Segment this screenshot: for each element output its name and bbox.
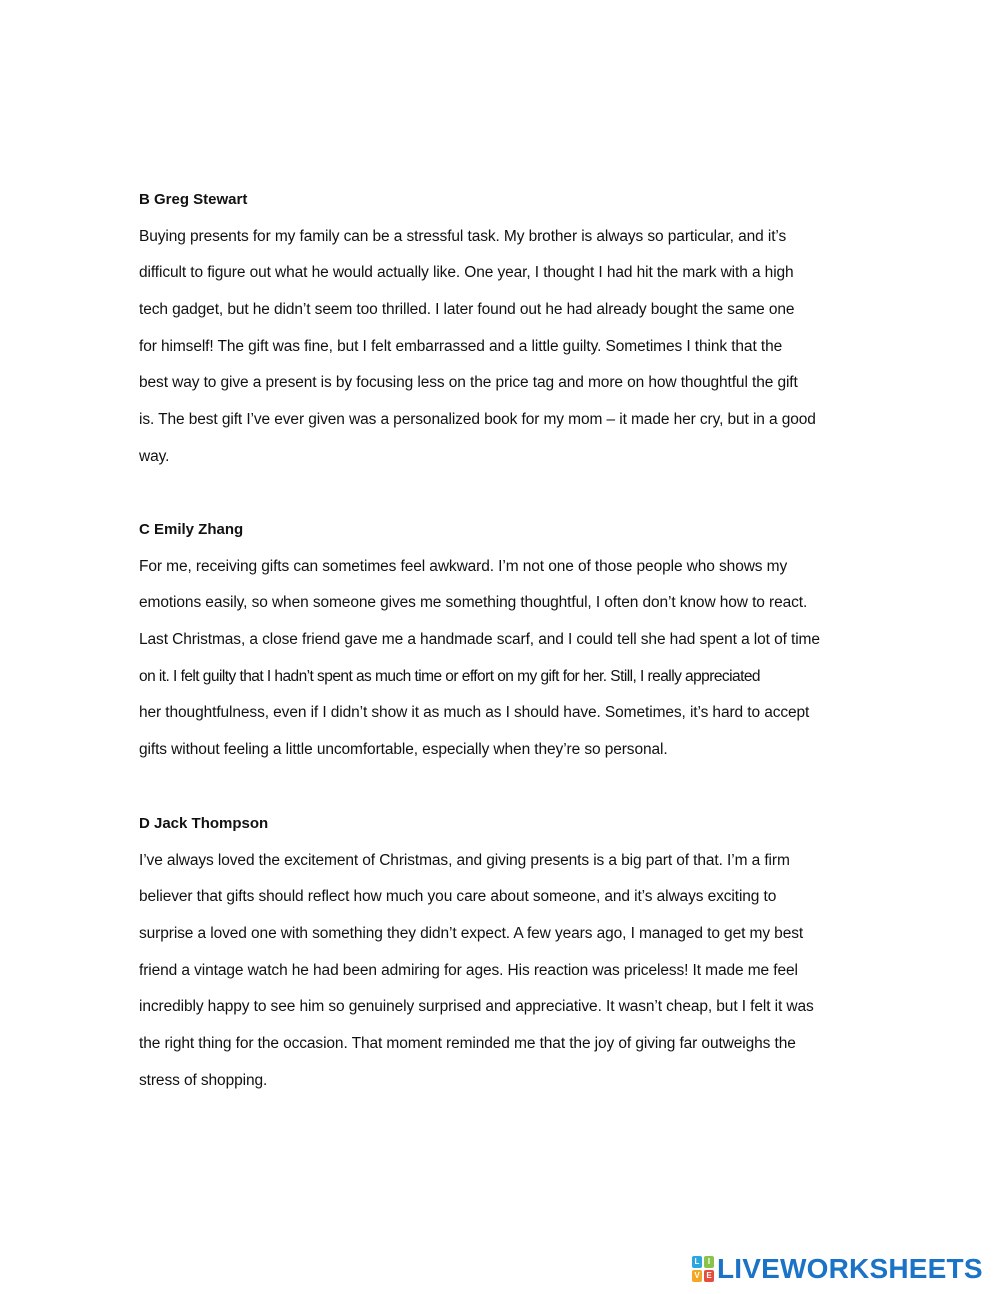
paragraph-line: gifts without feeling a little uncomfortable, especially when they’re so personal. bbox=[139, 741, 668, 759]
liveworksheets-logo-icon: L I V E bbox=[692, 1256, 714, 1282]
paragraph-line: For me, receiving gifts can sometimes feel awkward. I’m not one of those people who shows my bbox=[139, 557, 788, 575]
paragraph-line: difficult to figure out what he would actually like. One year, I thought I had hit the mark with a high bbox=[139, 264, 794, 282]
logo-text: LIVEWORKSHEETS bbox=[717, 1253, 983, 1284]
section-emily-zhang bbox=[139, 512, 867, 769]
paragraph-line: Buying presents for my family can be a stressful task. My brother is always so particular, and it’s bbox=[139, 227, 787, 245]
speaker-name: B Greg Stewart bbox=[139, 191, 248, 208]
paragraph-line: stress of shopping. bbox=[139, 1071, 268, 1089]
liveworksheets-logo bbox=[692, 1254, 983, 1284]
speaker-name: D Jack Thompson bbox=[139, 815, 269, 832]
paragraph-line: her thoughtfulness, even if I didn’t show it as much as I should have. Sometimes, it’s hard to accept bbox=[139, 704, 810, 722]
paragraph-line: surprise a loved one with something they didn’t expect. A few years ago, I managed to get my best bbox=[139, 925, 804, 943]
paragraph-line: incredibly happy to see him so genuinely surprised and appreciative. It wasn’t cheap, but I felt it was bbox=[139, 998, 814, 1016]
paragraph-line: tech gadget, but he didn’t seem too thrilled. I later found out he had already bought the same one bbox=[139, 301, 795, 319]
section-jack-thompson bbox=[139, 806, 867, 1100]
section-greg-stewart bbox=[139, 182, 867, 476]
paragraph-line: Last Christmas, a close friend gave me a handmade scarf, and I could tell she had spent a lot of time bbox=[139, 631, 820, 649]
paragraph-line: way. bbox=[139, 447, 170, 465]
paragraph-line: is. The best gift I’ve ever given was a personalized book for my mom – it made her cry, but in a good bbox=[139, 411, 816, 429]
paragraph-line: friend a vintage watch he had been admiring for ages. His reaction was priceless! It made me feel bbox=[139, 961, 798, 979]
paragraph-line: on it. I felt guilty that I hadn’t spent as much time or effort on my gift for her. Still, I really appreciated bbox=[139, 667, 760, 685]
speaker-name: C Emily Zhang bbox=[139, 521, 244, 538]
paragraph-line: best way to give a present is by focusing less on the price tag and more on how thoughtful the gift bbox=[139, 374, 798, 392]
paragraph-line: for himself! The gift was fine, but I felt embarrassed and a little guilty. Sometimes I think that the bbox=[139, 337, 783, 355]
paragraph-line: believer that gifts should reflect how much you care about someone, and it’s always exciting to bbox=[139, 888, 777, 906]
paragraph-line: the right thing for the occasion. That moment reminded me that the joy of giving far outweighs the bbox=[139, 1035, 796, 1053]
paragraph-line: I’ve always loved the excitement of Christmas, and giving presents is a big part of that. I’m a firm bbox=[139, 851, 790, 869]
paragraph-line: emotions easily, so when someone gives me something thoughtful, I often don’t know how to react. bbox=[139, 594, 808, 612]
